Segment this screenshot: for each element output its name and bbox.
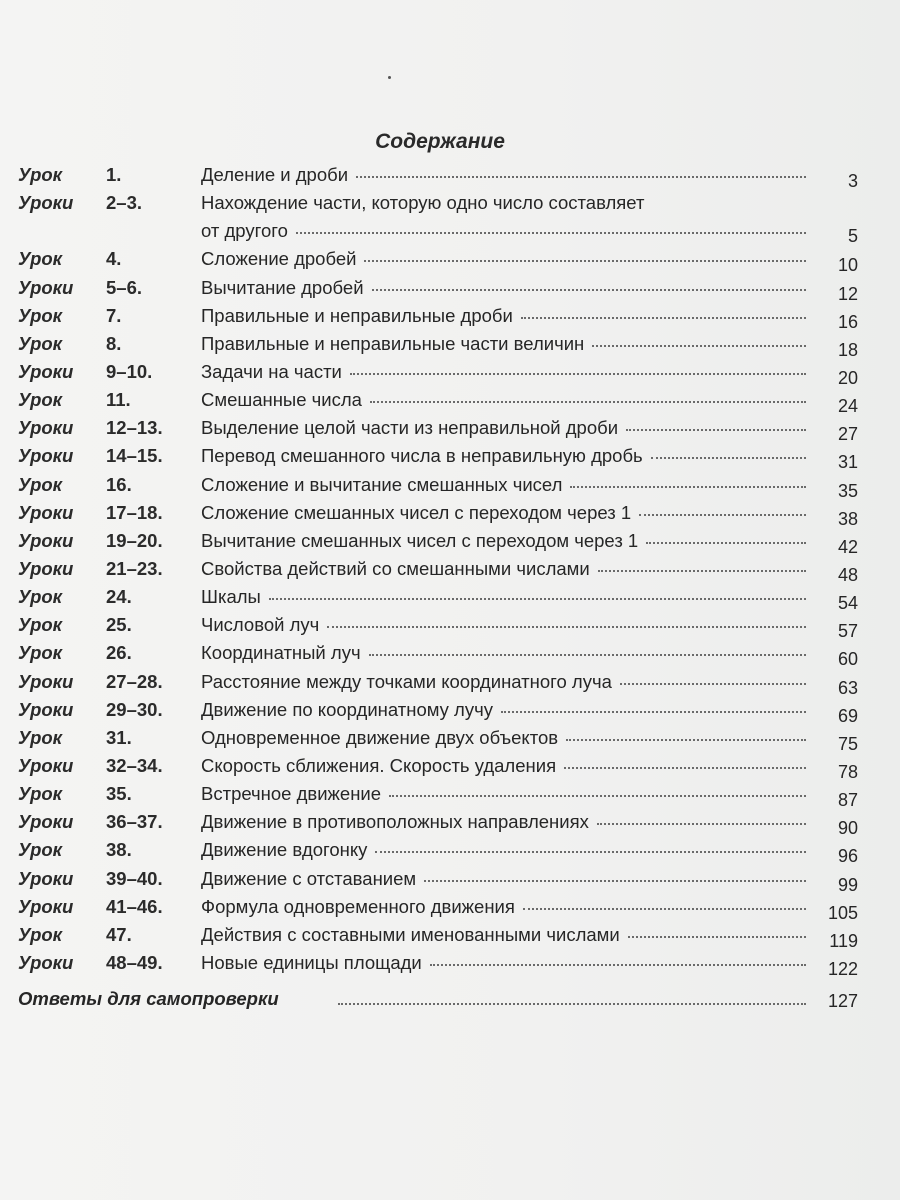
- lesson-topic: [201, 896, 806, 918]
- toc-entry[interactable]: [18, 725, 858, 753]
- lesson-number: 4.: [106, 248, 122, 270]
- topic-text: Правильные и неправильные части величин: [201, 332, 585, 354]
- leader-dots: [620, 682, 806, 685]
- page-number: 42: [837, 536, 858, 557]
- answers-page-number: 127: [827, 991, 858, 1011]
- topic-text: Действия с составными именованными числами: [201, 923, 620, 945]
- topic-text: Перевод смешанного числа в неправильную дробь: [201, 445, 643, 467]
- leader-dots: [521, 316, 806, 319]
- topic-text: Выделение целой части из неправильной дроби: [201, 417, 619, 439]
- toc-entry[interactable]: [18, 753, 858, 781]
- lesson-topic: [201, 642, 806, 664]
- topic-text: Деление и дроби: [201, 164, 349, 185]
- lesson-topic: [201, 502, 806, 524]
- page-number: 78: [837, 761, 858, 782]
- topic-text: Сложение и вычитание смешанных чисел: [201, 473, 563, 495]
- lesson-kind: Урок: [18, 614, 63, 636]
- topic-text: Движение с отставанием: [201, 867, 417, 889]
- topic-text: Вычитание смешанных чисел с переходом через 1: [201, 529, 639, 551]
- lesson-number: 11.: [106, 389, 131, 411]
- toc-entry[interactable]: [18, 556, 858, 584]
- leader-dots: [598, 569, 806, 572]
- topic-text: Задачи на части: [201, 361, 342, 382]
- lesson-topic: [201, 783, 806, 805]
- toc-entry[interactable]: [18, 190, 858, 246]
- page-number: 10: [837, 255, 858, 276]
- page-number: 3: [847, 171, 858, 191]
- lesson-topic: [201, 755, 806, 777]
- toc-entry[interactable]: [18, 669, 858, 697]
- lesson-topic: [201, 924, 806, 946]
- toc-entry[interactable]: [18, 528, 858, 556]
- lesson-kind: Уроки: [18, 361, 74, 382]
- lesson-topic: [201, 727, 806, 749]
- toc-entry[interactable]: [18, 331, 858, 359]
- toc-entry[interactable]: [18, 162, 858, 190]
- lesson-number: 21–23.: [106, 557, 163, 579]
- lesson-number: 31.: [106, 726, 132, 748]
- lesson-kind: Уроки: [18, 811, 74, 833]
- lesson-number: 7.: [106, 304, 122, 326]
- page-number: 75: [837, 733, 858, 754]
- lesson-kind: Уроки: [18, 557, 74, 579]
- lesson-number: 25.: [106, 614, 132, 636]
- page-number: 35: [837, 480, 858, 501]
- leader-dots: [364, 259, 806, 262]
- lesson-kind: Уроки: [18, 276, 74, 298]
- page-number: 96: [837, 846, 858, 867]
- lesson-topic: [201, 445, 806, 467]
- lesson-topic: [201, 586, 806, 608]
- leader-dots: [356, 175, 806, 178]
- leader-dots: [424, 879, 806, 882]
- toc-entry[interactable]: [18, 950, 858, 978]
- toc-entry[interactable]: [18, 472, 858, 500]
- lesson-number: 41–46.: [106, 895, 163, 917]
- lesson-topic: [201, 164, 806, 186]
- toc-entry[interactable]: [18, 809, 858, 837]
- page-number: 38: [837, 508, 858, 529]
- topic-text: Нахождение части, которую одно число составляет: [201, 192, 645, 214]
- lesson-kind: Урок: [18, 473, 63, 495]
- leader-dots: [628, 935, 806, 938]
- lesson-kind: Уроки: [18, 417, 74, 439]
- topic-text: Вычитание дробей: [201, 276, 364, 298]
- page-number: 12: [837, 283, 858, 304]
- leader-dots: [651, 456, 806, 459]
- toc-answers-row[interactable]: [18, 986, 858, 1014]
- leader-dots: [350, 372, 806, 375]
- page-title: Содержание: [375, 130, 505, 154]
- page-number: 48: [837, 564, 858, 585]
- leader-dots: [592, 344, 806, 347]
- leader-dots: [370, 400, 806, 403]
- lesson-topic: [201, 248, 806, 270]
- answers-label: Ответы для самопроверки: [18, 988, 279, 1009]
- lesson-kind: Урок: [18, 248, 63, 270]
- lesson-topic: [201, 361, 806, 383]
- lesson-number: 14–15.: [106, 445, 163, 467]
- lesson-kind: Урок: [18, 642, 63, 664]
- topic-text: Новые единицы площади: [201, 951, 422, 973]
- lesson-kind: Уроки: [18, 192, 74, 214]
- topic-text: Одновременное движение двух объектов: [201, 726, 559, 748]
- lesson-kind: Урок: [18, 164, 63, 185]
- lesson-kind: Уроки: [18, 867, 74, 889]
- lesson-topic: [201, 277, 806, 299]
- leader-dots: [338, 1003, 806, 1005]
- lesson-kind: Уроки: [18, 670, 74, 692]
- lesson-topic: [201, 868, 806, 890]
- lesson-topic: [201, 305, 806, 327]
- leader-dots: [523, 907, 806, 910]
- topic-text: Свойства действий со смешанными числами: [201, 557, 590, 579]
- leader-dots: [570, 485, 806, 488]
- topic-text: Числовой луч: [201, 614, 320, 636]
- topic-text: Сложение смешанных чисел с переходом через 1: [201, 501, 632, 523]
- page-number: 69: [837, 705, 858, 726]
- topic-text: Правильные и неправильные дроби: [201, 304, 513, 326]
- page-number: 16: [837, 311, 858, 332]
- topic-text: Движение по координатному лучу: [201, 698, 493, 720]
- leader-dots: [564, 766, 806, 769]
- lesson-number: 5–6.: [106, 276, 143, 298]
- leader-dots: [646, 541, 806, 544]
- lesson-topic: [201, 699, 806, 721]
- leader-dots: [269, 597, 806, 600]
- toc-entry[interactable]: [18, 697, 858, 725]
- lesson-topic: [201, 614, 806, 636]
- lesson-number: 1.: [106, 164, 122, 185]
- lesson-number: 36–37.: [106, 811, 163, 833]
- lesson-kind: Урок: [18, 304, 63, 326]
- lesson-topic: [201, 671, 806, 693]
- topic-text: Смешанные числа: [201, 389, 362, 411]
- topic-text: Движение вдогонку: [201, 839, 368, 861]
- toc-entry[interactable]: [18, 640, 858, 668]
- page-number: 99: [837, 874, 858, 895]
- topic-text: Движение в противоположных направлениях: [201, 811, 589, 833]
- page-number: 54: [837, 593, 858, 614]
- leader-dots: [296, 231, 806, 234]
- lesson-topic: [201, 192, 806, 242]
- leader-dots: [369, 653, 806, 656]
- toc-entry[interactable]: [18, 303, 858, 331]
- toc-entry[interactable]: [18, 500, 858, 528]
- lesson-kind: Уроки: [18, 895, 74, 917]
- page-number: 90: [837, 818, 858, 839]
- lesson-kind: Уроки: [18, 501, 74, 523]
- toc-entry[interactable]: [18, 866, 858, 894]
- leader-dots: [430, 963, 806, 966]
- lesson-topic: [201, 417, 806, 439]
- lesson-topic: [201, 952, 806, 974]
- lesson-number: 8.: [106, 332, 122, 354]
- toc-entry[interactable]: [18, 415, 858, 443]
- toc-entry[interactable]: [18, 922, 858, 950]
- lesson-number: 2–3.: [106, 192, 143, 214]
- toc-entry[interactable]: [18, 837, 858, 865]
- page-number: 122: [827, 958, 858, 979]
- lesson-number: 17–18.: [106, 501, 163, 523]
- lesson-number: 24.: [106, 586, 132, 608]
- lesson-kind: Урок: [18, 586, 63, 608]
- lesson-number: 26.: [106, 642, 132, 664]
- topic-text: от другого: [201, 220, 288, 242]
- topic-text: Шкалы: [201, 586, 261, 608]
- leader-dots: [566, 738, 806, 741]
- page-number: 57: [837, 621, 858, 642]
- page-number: 87: [837, 790, 858, 811]
- topic-text: Координатный луч: [201, 642, 361, 664]
- toc-entry[interactable]: [18, 781, 858, 809]
- page-number: 119: [829, 930, 858, 951]
- page-number: 24: [837, 396, 858, 417]
- leader-dots: [327, 625, 806, 628]
- lesson-kind: Уроки: [18, 951, 74, 973]
- lesson-kind: Урок: [18, 726, 63, 748]
- toc-entry[interactable]: [18, 246, 858, 274]
- lesson-number: 29–30.: [106, 698, 163, 720]
- topic-text: Скорость сближения. Скорость удаления: [201, 754, 557, 776]
- lesson-kind: Урок: [18, 839, 63, 861]
- lesson-topic: [201, 839, 806, 861]
- lesson-topic: [201, 333, 806, 355]
- page-number: 5: [847, 226, 858, 247]
- page-number: 60: [837, 649, 858, 670]
- lesson-number: 47.: [106, 923, 132, 945]
- lesson-topic: [201, 811, 806, 833]
- topic-text: Сложение дробей: [201, 248, 357, 270]
- table-of-contents: [18, 162, 858, 978]
- lesson-kind: Урок: [18, 923, 63, 945]
- lesson-kind: Уроки: [18, 445, 74, 467]
- page-number: 27: [837, 424, 858, 445]
- print-speck: [388, 76, 391, 79]
- toc-entry[interactable]: [18, 387, 858, 415]
- toc-entry[interactable]: [18, 443, 858, 471]
- page-number: 63: [837, 677, 858, 698]
- lesson-kind: Уроки: [18, 754, 74, 776]
- lesson-kind: Урок: [18, 332, 63, 354]
- topic-text: Встречное движение: [201, 783, 382, 805]
- lesson-number: 35.: [106, 783, 132, 805]
- leader-dots: [389, 794, 806, 797]
- lesson-kind: Урок: [18, 389, 63, 411]
- leader-dots: [375, 850, 806, 853]
- lesson-number: 38.: [106, 839, 132, 861]
- lesson-topic: [201, 558, 806, 580]
- lesson-number: 32–34.: [106, 754, 163, 776]
- topic-text: Расстояние между точками координатного луча: [201, 670, 612, 692]
- lesson-number: 48–49.: [106, 951, 163, 973]
- leader-dots: [372, 288, 806, 291]
- page-number: 105: [827, 902, 858, 923]
- page-number: 20: [837, 368, 858, 388]
- lesson-number: 16.: [106, 473, 132, 495]
- lesson-number: 19–20.: [106, 529, 163, 551]
- toc-entry[interactable]: [18, 612, 858, 640]
- lesson-topic: [201, 530, 806, 552]
- lesson-kind: Уроки: [18, 698, 74, 720]
- toc-entry[interactable]: [18, 275, 858, 303]
- lesson-topic: [201, 389, 806, 411]
- lesson-number: 12–13.: [106, 417, 163, 439]
- page-number: 18: [837, 339, 858, 360]
- lesson-number: 27–28.: [106, 670, 163, 692]
- leader-dots: [597, 822, 806, 825]
- leader-dots: [501, 710, 806, 713]
- lesson-number: 9–10.: [106, 361, 153, 382]
- leader-dots: [639, 513, 806, 516]
- topic-text: Формула одновременного движения: [201, 895, 515, 917]
- toc-entry[interactable]: [18, 894, 858, 922]
- toc-entry[interactable]: [18, 584, 858, 612]
- lesson-kind: Уроки: [18, 529, 74, 551]
- page-number: 31: [837, 452, 858, 473]
- lesson-kind: Урок: [18, 783, 63, 805]
- lesson-number: 39–40.: [106, 867, 163, 889]
- leader-dots: [626, 428, 806, 431]
- toc-entry[interactable]: [18, 359, 858, 387]
- lesson-topic: [201, 474, 806, 496]
